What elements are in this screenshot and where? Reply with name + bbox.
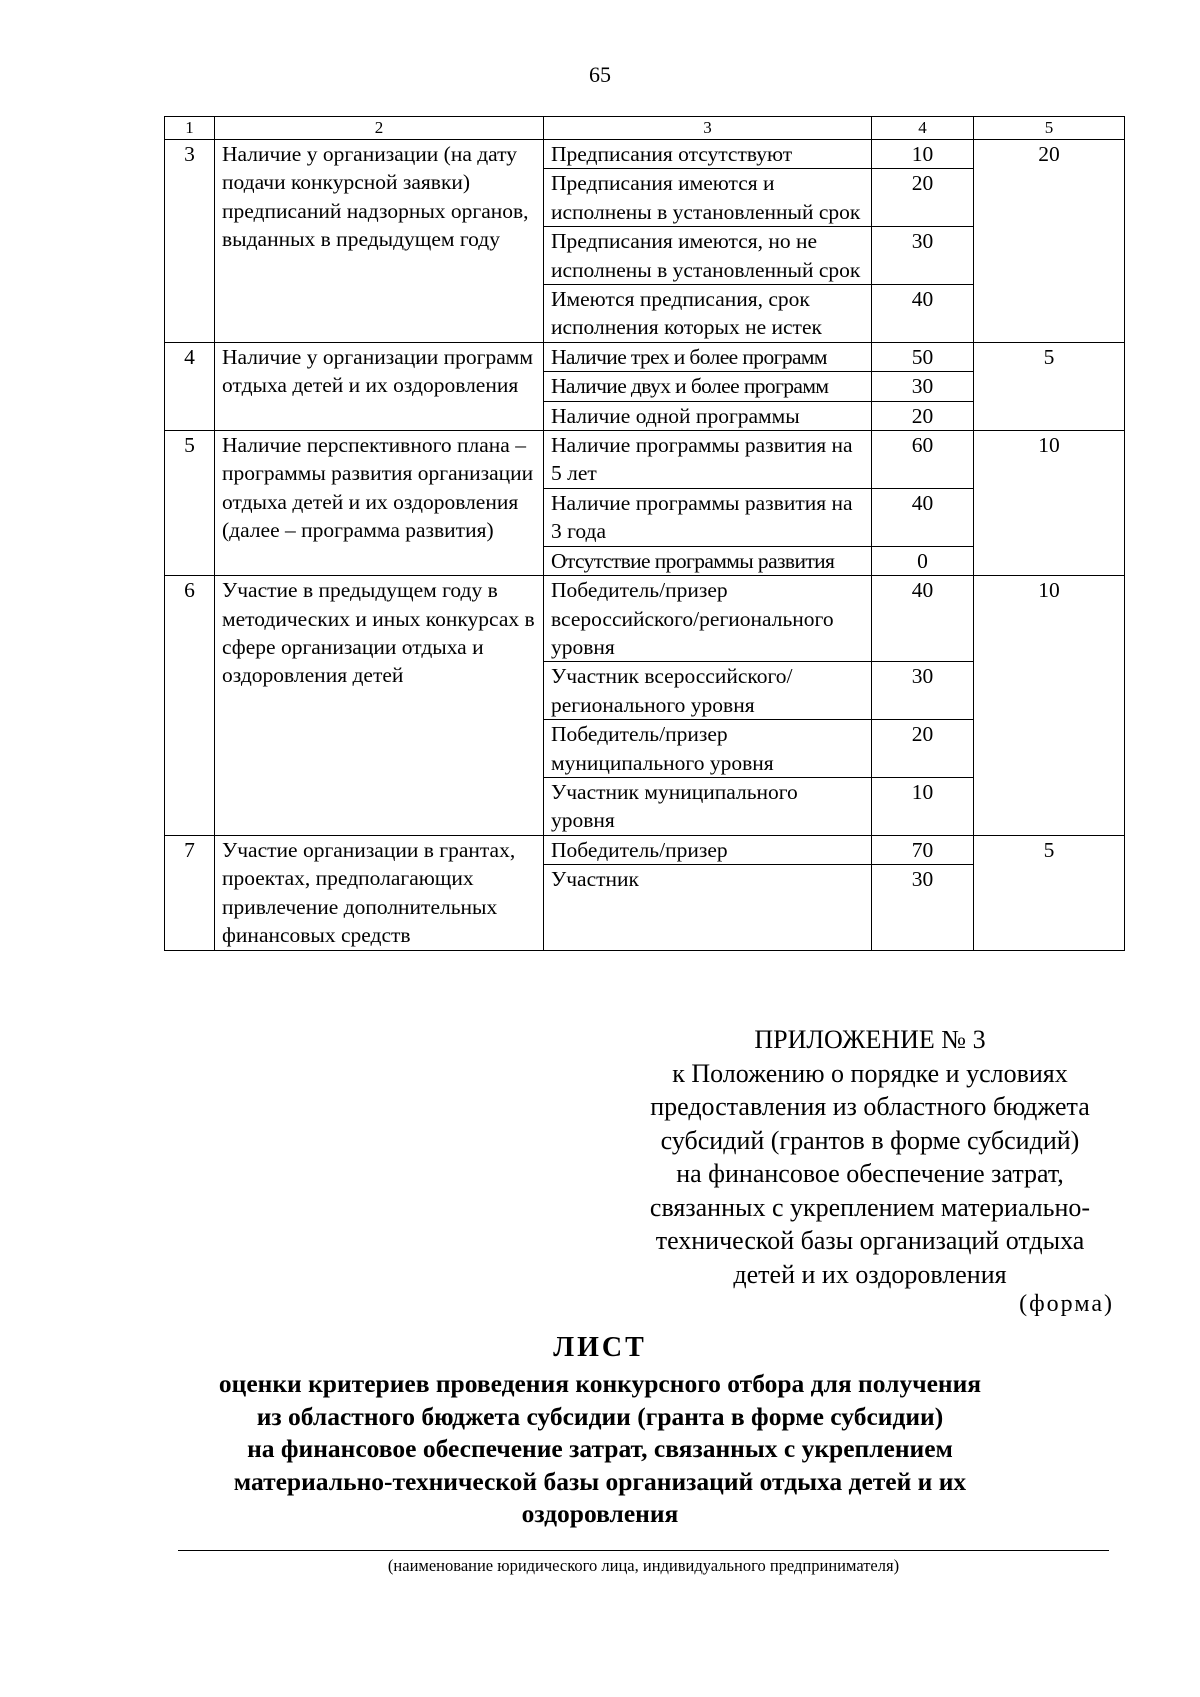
table-row: [165, 835, 1125, 864]
signature-line: [178, 1550, 1109, 1551]
table-row: [165, 576, 1125, 662]
criterion-text: Наличие у организации (на дату подачи конкурсной заявки) предписаний надзорных органов, выданных в предыдущем году: [215, 140, 544, 343]
sheet-subtitle-line: из областного бюджета субсидии (гранта в форме субсидии): [256, 1401, 944, 1431]
indicator-text: Наличие программы развития на 3 года: [544, 488, 872, 546]
indicator-text: Предписания отсутствуют: [544, 140, 872, 169]
indicator-text: Наличие программы развития на 5 лет: [544, 431, 872, 489]
indicator-points: 60: [872, 431, 974, 489]
indicator-points: 0: [872, 546, 974, 575]
criterion-weight: 5: [974, 342, 1125, 430]
indicator-points: 10: [872, 777, 974, 835]
form-mark: (форма): [1019, 1291, 1114, 1317]
indicator-points: 10: [872, 140, 974, 169]
criterion-weight: 10: [974, 576, 1125, 836]
indicator-text: Победитель/призер: [544, 835, 872, 864]
appendix-line: на финансовое обеспечение затрат,: [676, 1159, 1064, 1188]
column-number-2: 2: [215, 117, 544, 140]
appendix-line: предоставления из областного бюджета: [650, 1092, 1090, 1121]
criterion-number: 3: [165, 140, 215, 343]
appendix-title: ПРИЛОЖЕНИЕ № 3: [754, 1025, 986, 1054]
criteria-table: [164, 116, 1125, 951]
column-number-4: 4: [872, 117, 974, 140]
indicator-points: 50: [872, 342, 974, 371]
table-row: [165, 431, 1125, 489]
indicator-text: Участник всероссийского/ регионального уровня: [544, 662, 872, 720]
table-row: [165, 140, 1125, 169]
indicator-text: Наличие трех и более программ: [544, 342, 872, 371]
criterion-weight: 20: [974, 140, 1125, 343]
criterion-text: Наличие у организации программ отдыха детей и их оздоровления: [215, 342, 544, 430]
appendix-block: [620, 1023, 1120, 1291]
indicator-points: 40: [872, 576, 974, 662]
appendix-line: связанных с укреплением материально-: [649, 1192, 1091, 1222]
appendix-line: субсидий (грантов в форме субсидий): [660, 1125, 1080, 1155]
sheet-subtitle-line: материально-технической базы организаций отдыха детей и их: [233, 1466, 967, 1496]
indicator-points: 30: [872, 662, 974, 720]
indicator-text: Предписания имеются и исполнены в установленный срок: [544, 169, 872, 227]
sheet-subtitle: [190, 1368, 1010, 1531]
table-header-row: [165, 117, 1125, 140]
indicator-text: Участник муниципального уровня: [544, 777, 872, 835]
indicator-text: Отсутствие программы развития: [544, 546, 872, 575]
column-number-5: 5: [974, 117, 1125, 140]
indicator-points: 30: [872, 865, 974, 951]
indicator-points: 30: [872, 227, 974, 285]
criterion-weight: 10: [974, 431, 1125, 576]
page-number: 65: [589, 62, 611, 87]
criterion-text: Участие в предыдущем году в методических и иных конкурсах в сфере организации отдыха и оздоровления детей: [215, 576, 544, 836]
indicator-points: 20: [872, 169, 974, 227]
appendix-line: детей и их оздоровления: [733, 1259, 1007, 1289]
table-row: [165, 342, 1125, 371]
indicator-points: 40: [872, 488, 974, 546]
criterion-text: Наличие перспективного плана – программы развития организации отдыха детей и их оздоровления (далее – программа развития): [215, 431, 544, 576]
indicator-text: Предписания имеются, но не исполнены в установленный срок: [544, 227, 872, 285]
indicator-text: Участник: [544, 865, 872, 951]
column-number-1: 1: [165, 117, 215, 140]
indicator-text: Наличие одной программы: [544, 401, 872, 430]
criterion-number: 6: [165, 576, 215, 836]
indicator-text: Наличие двух и более программ: [544, 372, 872, 401]
sheet-subtitle-line: оценки критериев проведения конкурсного отбора для получения: [218, 1369, 982, 1398]
signature-caption: (наименование юридического лица, индивидуального предпринимателя): [387, 1556, 900, 1575]
sheet-subtitle-line: оздоровления: [521, 1499, 679, 1528]
criterion-weight: 5: [974, 835, 1125, 950]
indicator-text: Победитель/призер муниципального уровня: [544, 720, 872, 778]
indicator-points: 40: [872, 285, 974, 343]
indicator-points: 70: [872, 835, 974, 864]
criterion-number: 7: [165, 835, 215, 950]
sheet-title: ЛИСТ: [553, 1332, 647, 1363]
indicator-points: 30: [872, 372, 974, 401]
appendix-line: технической базы организаций отдыха: [655, 1226, 1085, 1255]
criterion-number: 5: [165, 431, 215, 576]
indicator-points: 20: [872, 720, 974, 778]
criterion-number: 4: [165, 342, 215, 430]
appendix-line: к Положению о порядке и условиях: [672, 1058, 1068, 1088]
sheet-subtitle-line: на финансовое обеспечение затрат, связанных с укреплением: [247, 1434, 953, 1463]
column-number-3: 3: [544, 117, 872, 140]
indicator-points: 20: [872, 401, 974, 430]
criterion-text: Участие организации в грантах, проектах, предполагающих привлечение дополнительных финансовых средств: [215, 835, 544, 950]
indicator-text: Победитель/призер всероссийского/регионального уровня: [544, 576, 872, 662]
indicator-text: Имеются предписания, срок исполнения которых не истек: [544, 285, 872, 343]
